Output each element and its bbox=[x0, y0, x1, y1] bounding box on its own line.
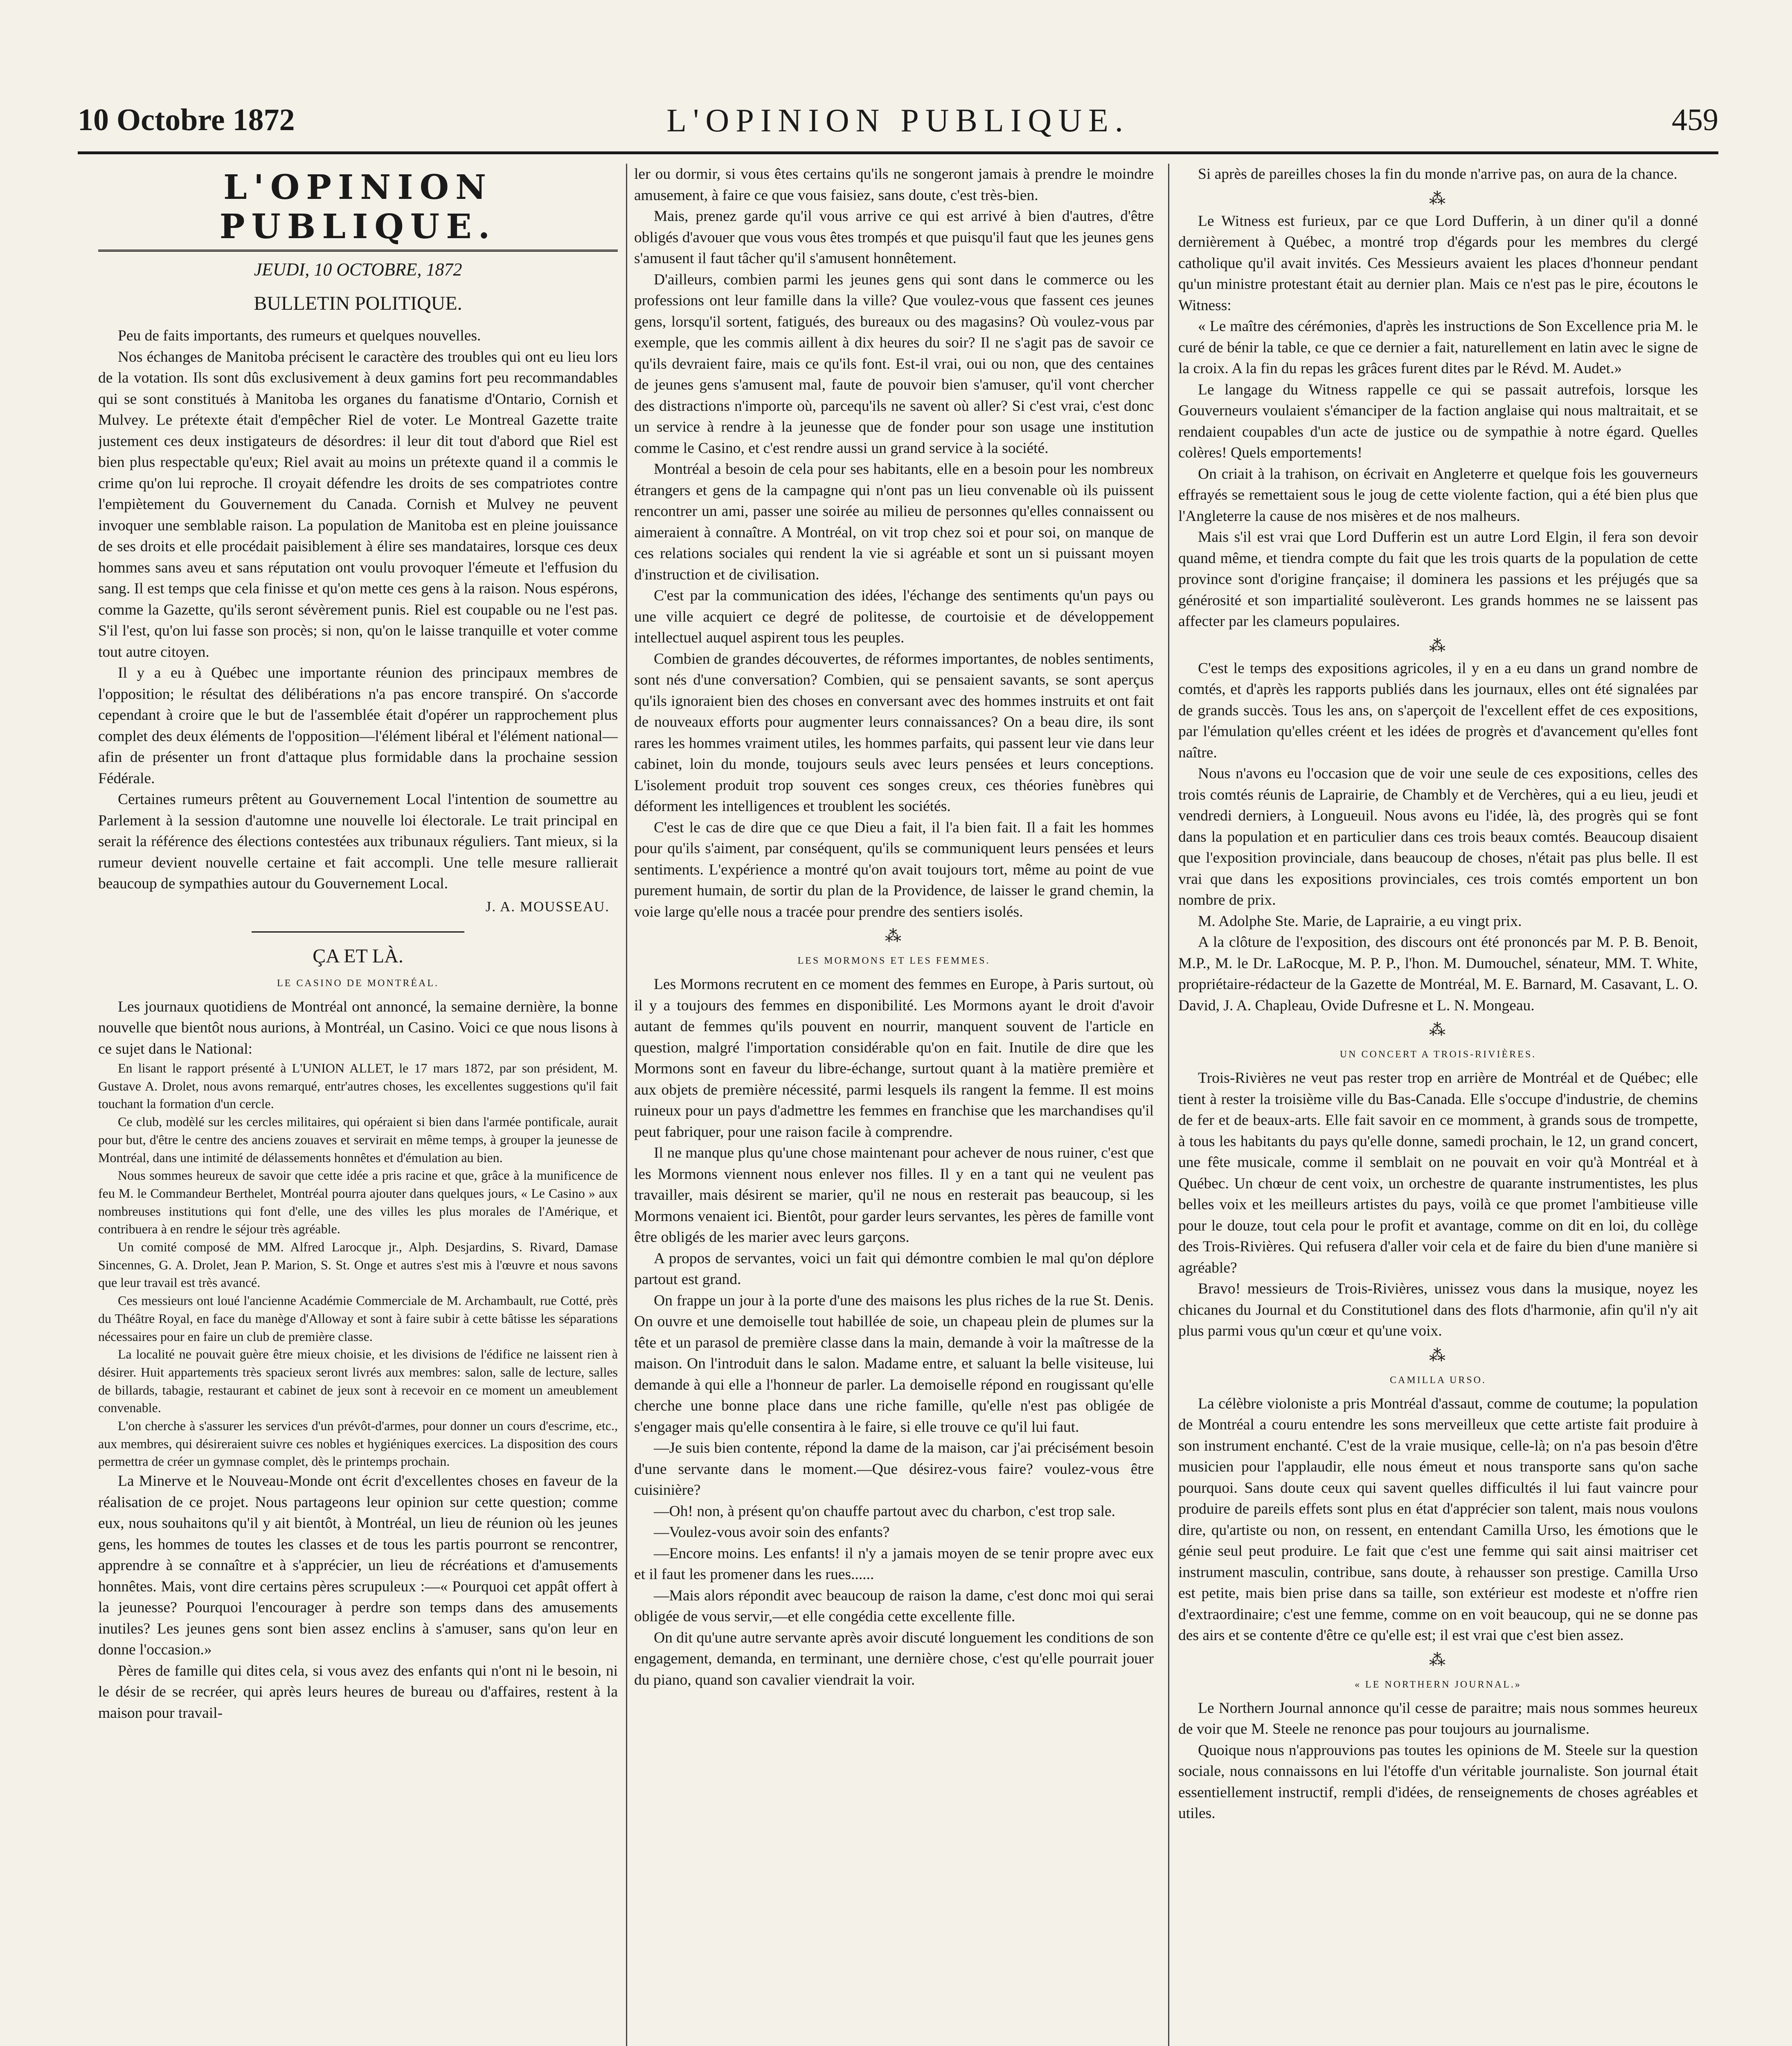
subsection-title-casino: LE CASINO DE MONTRÉAL. bbox=[277, 978, 439, 989]
signature: J. A. MOUSSEAU. bbox=[485, 898, 610, 915]
quote-paragraph: La localité ne pouvait guère être mieux choisie, et les divisions de l'édifice ne laissent rien à désirer. Huit appartements très spacieux seront livrés aux membres: salon, salle de lecture, salles de billards, tabagie, restaurant et cabinet de jeux sont à recevoir en ce moment un ameublement convenable. bbox=[98, 1347, 618, 1415]
article-paragraph: M. Adolphe Ste. Marie, de Laprairie, a eu vingt prix. bbox=[1198, 913, 1522, 930]
quote-paragraph: En lisant le rapport présenté à L'UNION ALLET, le 17 mars 1872, par son président, M. Gustave A. Drolet, nous avons remarqué, entr'autres choses, les excellentes suggestions qu'il fait touchant la formation d'un cercle. bbox=[98, 1061, 618, 1111]
asterism-ornament: ⁂ bbox=[1429, 636, 1447, 655]
column-3 bbox=[1178, 164, 1698, 2046]
quote-paragraph: L'on cherche à s'assurer les services d'un prévôt-d'armes, pour donner un cours d'escrime, etc., aux membres, qui désireraient suivre ces nobles et hygiéniques exercices. La disposition des cours permettra de créer un gymnase complet, dès le printemps prochain. bbox=[98, 1418, 618, 1469]
article-paragraph: Pères de famille qui dites cela, si vous avez des enfants qui n'ont ni le besoin, ni le désir de se recréer, qui après leurs heures de bureau ou d'affaires, restent à la maison pour travail- bbox=[98, 1662, 618, 1722]
article-paragraph: On frappe un jour à la porte d'une des maisons les plus riches de la rue St. Denis. On ouvre et une demoiselle tout habillée de soie, un chapeau plein de plumes sur la tête et un parasol de première classe dans la main, demande à voir la maîtresse de la maison. On l'introduit dans le salon. Madame entre, et saluant la belle visiteuse, lui demande à qui elle a l'honneur de parler. La demoiselle répond en rougissant qu'elle cherche une bonne place dans une riche famille, qu'elle n'est pas obligée de s'engager mais qu'elle consentira à le faire, si elle trouve ce qu'il lui faut. bbox=[634, 1292, 1154, 1435]
section-divider bbox=[252, 931, 464, 933]
quote-paragraph: Ces messieurs ont loué l'ancienne Académie Commerciale de M. Archambault, rue Cotté, près du Théâtre Royal, en face du manège d'Alloway et sont à faire subir à cette bâtisse les séparations nécessaires pour en faire un club de première classe. bbox=[98, 1293, 618, 1344]
article-paragraph: —Mais alors répondit avec beaucoup de raison la dame, c'est donc moi qui serai obligée de vous servir,—et elle congédia cette excellente fille. bbox=[634, 1587, 1154, 1625]
dateline: JEUDI, 10 OCTOBRE, 1872 bbox=[254, 259, 462, 279]
article-paragraph: Le langage du Witness rappelle ce qui se passait autrefois, lorsque les Gouverneurs voulaient s'émanciper de la faction anglaise qui nous maltraitait, et se rendaient coupables d'un acte de justice ou de sympathie à notre égard. Quelles colères! Quels emportements! bbox=[1178, 381, 1698, 461]
asterism-ornament: ⁂ bbox=[885, 927, 903, 945]
article-paragraph: Les journaux quotidiens de Montréal ont annoncé, la semaine dernière, la bonne nouvelle que bientôt nous aurions, à Montréal, un Casino. Voici ce que nous lisons à ce sujet dans le National: bbox=[98, 998, 618, 1057]
article-paragraph: ler ou dormir, si vous êtes certains qu'ils ne songeront jamais à prendre le moindre amusement, à faire ce que vous faisiez, sans doute, c'est très-bien. bbox=[634, 166, 1154, 204]
article-paragraph: —Voulez-vous avoir soin des enfants? bbox=[654, 1524, 890, 1541]
article-paragraph: Nous n'avons eu l'occasion que de voir une seule de ces expositions, celles des trois comtés réunis de Laprairie, de Chambly et de Verchères, qui a eu lieu, jeudi et vendredi derniers, à Longueuil. Nous avons eu l'idée, là, des progrès qui se font dans la population et en particulier dans ces trois beaux comtés. Beaucoup disaient que l'exposition provinciale, dans beaucoup de choses, n'était pas plus belle. Il est vrai que dans les expositions provinciales, ces trois comtés emportent un bon nombre de prix. bbox=[1178, 765, 1698, 908]
article-paragraph: Quoique nous n'approuvions pas toutes les opinions de M. Steele sur la question sociale, nous connaissons en lui l'étoffe d'un véritable journaliste. Son journal était essentiellement instructif, rempli d'idées, de renseignements de choses agréables et utiles. bbox=[1178, 1742, 1698, 1822]
article-paragraph: D'ailleurs, combien parmi les jeunes gens qui sont dans le commerce ou les professions ont leur famille dans la ville? Que voulez-vous que fassent ces jeunes gens, lorsqu'il sortent, fatigués, des bureaux ou des magasins? Où voulez-vous par exemple, que les commis aillent à dix heures du soir? Il ne s'agit pas de savoir ce qu'ils devraient faire, mais ce qu'ils font. Est-il vrai, oui ou non, que des centaines de jeunes gens s'amusent mal, faute de pouvoir bien s'amuser, qu'il vont chercher des distractions n'importe où, parcequ'ils ne savent où aller? Si c'est vrai, c'est donc un service à rendre à la jeunesse que de fonder pour son usage une institution comme le Casino, et c'est rendre aussi un grand service à la société. bbox=[634, 271, 1154, 457]
article-paragraph: Le Witness est furieux, par ce que Lord Dufferin, à un diner qu'il a donné dernièrement à Québec, a montré trop d'égards pour les membres du clergé catholique qu'il avait invités. Ces Messieurs avaient les places d'honneur pendant qu'un ministre protestant était au dernier plan. Mais ce n'est pas le pire, écoutons le Witness: bbox=[1178, 212, 1698, 314]
article-paragraph: Les Mormons recrutent en ce moment des femmes en Europe, à Paris surtout, où il y a toujours des femmes en disponibilité. Les Mormons ayant le droit d'avoir autant de femmes qu'ils pouvent en nourrir, manquent souvent de l'article en question, malgré l'importation considérable qu'on en fait. Inutile de dire que les Mormons sont en faveur du libre-échange, surtout quant à la matière première et aux objets de première nécessité, parmi lesquels ils rangent la femme. Il est moins ruineux pour un pays d'admettre les femmes en franchise que les marchandises qu'il peut fabriquer, pour une raison facile à comprendre. bbox=[634, 976, 1154, 1140]
article-paragraph: A la clôture de l'exposition, des discours ont été prononcés par M. P. B. Benoit, M.P., M. le Dr. LaRocque, M. P. P., l'hon. M. Dumouchel, sénateur, MM. T. White, propriétaire-rédacteur de la Gazette de Montréal, M. E. Barnard, M. Casavant, L. O. David, J. A. Chapleau, Ovide Dufresne et L. N. Mongeau. bbox=[1178, 934, 1698, 1014]
article-paragraph: Mais s'il est vrai que Lord Dufferin est un autre Lord Elgin, il fera son devoir quand même, et tiendra compte du fait que les trois quarts de la population de cette province sont d'origine française; il dominera les passions et les préjugés que sa générosité et son impartialité soulèveront. Les grands hommes ne se laissent pas affecter par les clameurs populaires. bbox=[1178, 529, 1698, 630]
column-rule bbox=[1168, 164, 1169, 2046]
article-paragraph: —Oh! non, à présent qu'on chauffe partout avec du charbon, c'est trop sale. bbox=[654, 1503, 1116, 1520]
header-rule bbox=[78, 151, 1718, 154]
article-paragraph: C'est le cas de dire que ce que Dieu a fait, il l'a bien fait. Il a fait les hommes pour qu'ils s'aiment, par conséquent, qu'ils se communiquent leurs pensées et leurs sentiments. L'expérience a montré qu'on avait toujours tort, même au point de vue purement humain, de sortir du plan de la Providence, de laisser le grand chemin, la voie large qu'elle nous a tracée pour prendre des sentiers isolés. bbox=[634, 819, 1154, 920]
quote-paragraph: Un comité composé de MM. Alfred Larocque jr., Alph. Desjardins, S. Rivard, Damase Sincennes, G. A. Drolet, Jean P. Marion, S. St. Onge et autres s'est mis à l'œuvre et nous savons que leur travail est très avancé. bbox=[98, 1239, 618, 1290]
article-paragraph: Combien de grandes découvertes, de réformes importantes, de nobles sentiments, sont nés d'une conversation? Combien, qui se pensaient savants, se sont aperçus qu'ils ignoraient bien des choses en conversant avec des hommes instruits et ont fait de nouveaux efforts pour augmenter leurs connaissances? On a beau dire, ils sont rares les hommes vraiment utiles, les hommes parfaits, qui passent leur vie dans leur cabinet, loin du monde, toujours seuls avec leurs pensées et leurs conceptions. L'isolement produit trop souvent ces songes creux, ces théories funèbres qui déforment les intelligences et troublent les sociétés. bbox=[634, 650, 1154, 815]
bulletin-paragraph: Il y a eu à Québec une importante réunion des principaux membres de l'opposition; le résultat des délibérations n'a pas encore transpiré. On s'accorde cependant à croire que le but de l'assemblée était d'opérer un rapprochement plus complet des deux éléments de l'opposition—l'élément libéral et l'élément national—afin de présenter un front d'attaque plus formidable dans la prochaine session Fédérale. bbox=[98, 665, 618, 787]
column-2 bbox=[634, 164, 1154, 2046]
issue-date: 10 Octobre 1872 bbox=[78, 103, 295, 137]
column-1 bbox=[98, 164, 618, 2046]
masthead-title: L'OPINION PUBLIQUE. bbox=[219, 168, 497, 246]
article-paragraph: C'est le temps des expositions agricoles, il y en a eu dans un grand nombre de comtés, et d'après les rapports publiés dans les journaux, elles ont été signalées par de grands succès. Tous les ans, on s'aperçoit de l'excellent effet de ces expositions, par l'émulation qu'elles créent et les idées de progrès et d'avancement qu'elles font naître. bbox=[1178, 660, 1698, 761]
article-paragraph: Si après de pareilles choses la fin du monde n'arrive pas, on aura de la chance. bbox=[1198, 166, 1677, 183]
bulletin-paragraph: Certaines rumeurs prêtent au Gouvernement Local l'intention de soumettre au Parlement à la session d'automne une nouvelle loi électorale. Le trait principal en serait la référence des élections contestées aux tribunaux réguliers. Tant mieux, si la rumeur devient nouvelle certaine et fait accompli. Une telle mesure rallierait beaucoup de sympathies autour du Gouvernement Local. bbox=[98, 791, 618, 892]
article-paragraph: Montréal a besoin de cela pour ses habitants, elle en a besoin pour les nombreux étrangers et gens de la campagne qui n'ont pas un lieu convenable où ils puissent rencontrer un ami, passer une soirée au milieu de personnes qu'elles connaissent ou aimeraient à connaître. A Montréal, on vit trop chez soi et pour soi, on manque de ces relations sociales qui rendent la vie si agréable et sont un si puissant moyen d'instruction et de civilisation. bbox=[634, 461, 1154, 583]
article-paragraph: On criait à la trahison, on écrivait en Angleterre et quelque fois les gouverneurs effrayés se remettaient sous le joug de cette violente faction, qui a été bien plus que l'Angleterre la cause de nos misères et de nos malheurs. bbox=[1178, 465, 1698, 525]
subsection-title-concert: UN CONCERT A TROIS-RIVIÈRES. bbox=[1339, 1049, 1537, 1060]
bulletin-paragraph: Nos échanges de Manitoba précisent le caractère des troubles qui ont eu lieu lors de la votation. Ils sont dûs exclusivement à deux gamins fort peu recommandables qui se sont constitués à Manitoba les organes du fanatisme d'Ontario, Cornish et Mulvey. Le prétexte était d'empêcher Riel de voter. Le Montreal Gazette traite justement ces deux instigateurs de désordres: il leur dit tout d'abord que Riel est bien plus respectable qu'eux; Riel avait au moins un prétexte quand il a commis le crime qu'on lui reproche. Il croyait défendre les droits de ses compatriotes contre l'empiètement du Gouvernement du Canada. Cornish et Mulvey ne peuvent invoquer une semblable raison. La population de Manitoba est en pleine jouissance de ses droits et elle procédait paisiblement à élire ses mandataires, lorsque ces deux hommes sans aveu et sans réputation ont voulu provoquer l'émeute et l'effusion du sang. Il est temps que cela finisse et qu'on mette ces gens à la raison. Nous espérons, comme la Gazette, qu'ils seront sévèrement punis. Riel est coupable ou ne l'est pas. S'il l'est, qu'on lui fasse son procès; si non, qu'on le laisse tranquille et voter comme tout autre citoyen. bbox=[98, 348, 618, 660]
article-paragraph: Il ne manque plus qu'une chose maintenant pour achever de nous ruiner, c'est que les Mormons viennent nous enlever nos filles. Il y en a tant qui ne veulent pas travailler, mais désirent se marier, qu'il ne nous en resterait pas beaucoup, si les Mormons venaient ici. Bientôt, pour garder leurs servantes, les pères de famille vont être obligés de les marier avec leurs garçons. bbox=[634, 1145, 1154, 1246]
article-paragraph: Trois-Rivières ne veut pas rester trop en arrière de Montréal et de Québec; elle tient à rester la troisième ville du Bas-Canada. Elle s'occupe d'industrie, de chemins de fer et de beaux-arts. Elle fait savoir en ce momment, à grands sous de trompette, à tous les habitants du pays qu'elle donne, samedi prochain, le 12, un grand concert, une fête musicale, comme il semblait on ne pouvait en voir qu'à Montréal et à Québec. Un chœur de cent voix, un orchestre de quarante instrumentistes, les plus belles voix et les meilleurs artistes du pays, voilà ce que promet l'ambitieuse ville pour le douze, tout cela pour le profit et avantage, comme on dit en loi, du collège des Trois-Rivières. Qui refusera d'aller voir cela et de faire du bien d'une manière si agréable? bbox=[1178, 1070, 1698, 1276]
article-paragraph: A propos de servantes, voici un fait qui démontre combien le mal qu'on déplore partout est grand. bbox=[634, 1250, 1154, 1288]
subsection-title-urso: CAMILLA URSO. bbox=[1389, 1375, 1487, 1386]
asterism-ornament: ⁂ bbox=[1429, 1650, 1447, 1669]
bulletin-paragraph: Peu de faits importants, des rumeurs et quelques nouvelles. bbox=[118, 327, 481, 344]
article-paragraph: La Minerve et le Nouveau-Monde ont écrit d'excellentes choses en faveur de la réalisation de ce projet. Nous partageons leur opinion sur cette question; comme eux, nous souhaitons qu'il y ait bientôt, à Montréal, un lieu de réunion où les jeunes gens, les hommes de toutes les classes et de tous les partis pourront se rencontrer, apprendre à se connaître et à s'apprécier, un lieu de récréations et d'amusements honnêtes. Mais, vont dire certains pères scrupuleux :—« Pourquoi cet appât offert à la jeunesse? Pourquoi l'encourager à perdre son temps dans des amusements inutiles? Les jeunes gens sont bien assez enclins à s'amuser, sans qu'on leur en donne l'occasion.» bbox=[98, 1473, 618, 1658]
asterism-ornament: ⁂ bbox=[1429, 1021, 1447, 1039]
article-paragraph: C'est par la communication des idées, l'échange des sentiments qu'un pays ou une ville acquiert ce degré de politesse, de courtoisie et de développement intellectuel auquel aspirent tous les peuples. bbox=[634, 587, 1154, 646]
article-paragraph: On dit qu'une autre servante après avoir discuté longuement les conditions de son engagement, demanda, en terminant, une dernière chose, c'est qu'elle pourrait jouer du piano, quand son cavalier viendrait la voir. bbox=[634, 1629, 1154, 1688]
article-paragraph: —Encore moins. Les enfants! il n'y a jamais moyen de se tenir propre avec eux et il faut les promener dans les rues...... bbox=[634, 1545, 1154, 1583]
subsection-title-northern: « LE NORTHERN JOURNAL.» bbox=[1355, 1679, 1522, 1690]
section-title-bulletin: BULLETIN POLITIQUE. bbox=[254, 293, 462, 314]
page-number: 459 bbox=[1672, 103, 1718, 137]
quote-paragraph: Ce club, modèlé sur les cercles militaires, qui opéraient si bien dans l'armée pontificale, aurait pour but, d'être le centre des anciens zouaves et servirait en même temps, à grouper la jeunesse de Montréal, dans une intimité de délassements honnêtes et d'émulation au bien. bbox=[98, 1114, 618, 1165]
article-paragraph: —Je suis bien contente, répond la dame de la maison, car j'ai précisément besoin d'une servante dans le moment.—Que désirez-vous faire? voulez-vous être cuisinière? bbox=[634, 1440, 1154, 1498]
article-paragraph: Le Northern Journal annonce qu'il cesse de paraitre; mais nous sommes heureux de voir que M. Steele ne renonce pas pour toujours au journalisme. bbox=[1178, 1699, 1698, 1737]
article-paragraph: La célèbre violoniste a pris Montréal d'assaut, comme de coutume; la population de Montréal a couru entendre les sons merveilleux que cette artiste fait produire à son instrument enchanté. C'est de la vraie musique, celle-là; on n'a pas besoin d'être musicien pour l'applaudir, elle nous émeut et nous transporte sans qu'on sache pourquoi. Sans doute ceux qui savent quelles difficultés il lui faut vaincre pour produire de pareils effets sont plus en état d'apprécier son talent, mais nous voulons dire, qu'artiste ou non, on ressent, en entendant Camilla Urso, les émotions que le génie seul peut produire. Le fait que c'est une femme qui sait ainsi maitriser cet instrument masculin, contribue, sans doute, à rehausser son prestige. Camilla Urso est petite, mais bien prise dans sa taille, son extérieur est modeste et n'offre rien d'extraordinaire; c'est une femme, comme on en voit beaucoup, qui ne se donne pas des airs et se contente d'être ce qu'elle est; il est vrai que c'est bien assez. bbox=[1178, 1395, 1698, 1644]
article-paragraph: Bravo! messieurs de Trois-Rivières, unissez vous dans la musique, noyez les chicanes du Journal et du Constitutionel dans des flots d'harmonie, afin qu'il n'y ait plus parmi vous qu'un cœur et qu'une voix. bbox=[1178, 1280, 1698, 1339]
running-head bbox=[78, 102, 1718, 147]
quote-paragraph: Nous sommes heureux de savoir que cette idée a pris racine et que, grâce à la munificence de feu M. le Commandeur Berthelet, Montréal pourra ajouter dans quelques jours, « Le Casino » aux nombreuses institutions qui font d'elle, une des villes les plus morales de l'Amérique, et contribuera à en rendre le séjour très agréable. bbox=[98, 1168, 618, 1237]
running-title: L'OPINION PUBLIQUE. bbox=[666, 103, 1130, 139]
column-rule bbox=[626, 164, 627, 2046]
article-paragraph: Mais, prenez garde qu'il vous arrive ce qui est arrivé à bien d'autres, d'être obligés d'avouer que vous vous êtes trompés et que puisqu'il faut que les jeunes gens s'amusent il faut tâcher qu'il s'amusent honnêtement. bbox=[634, 208, 1154, 267]
section-title-ca-et-la: ÇA ET LÀ. bbox=[313, 945, 403, 967]
asterism-ornament: ⁂ bbox=[1429, 1346, 1447, 1365]
subsection-title-mormons: LES MORMONS ET LES FEMMES. bbox=[797, 955, 991, 966]
masthead-rule bbox=[98, 250, 618, 252]
asterism-ornament: ⁂ bbox=[1429, 189, 1447, 208]
article-paragraph: « Le maître des cérémonies, d'après les instructions de Son Excellence pria M. le curé de bénir la table, ce que ce dernier a fait, naturellement en latin avec le signe de la croix. A la fin du repas les grâces furent dites par le Révd. M. Audet.» bbox=[1178, 318, 1698, 377]
